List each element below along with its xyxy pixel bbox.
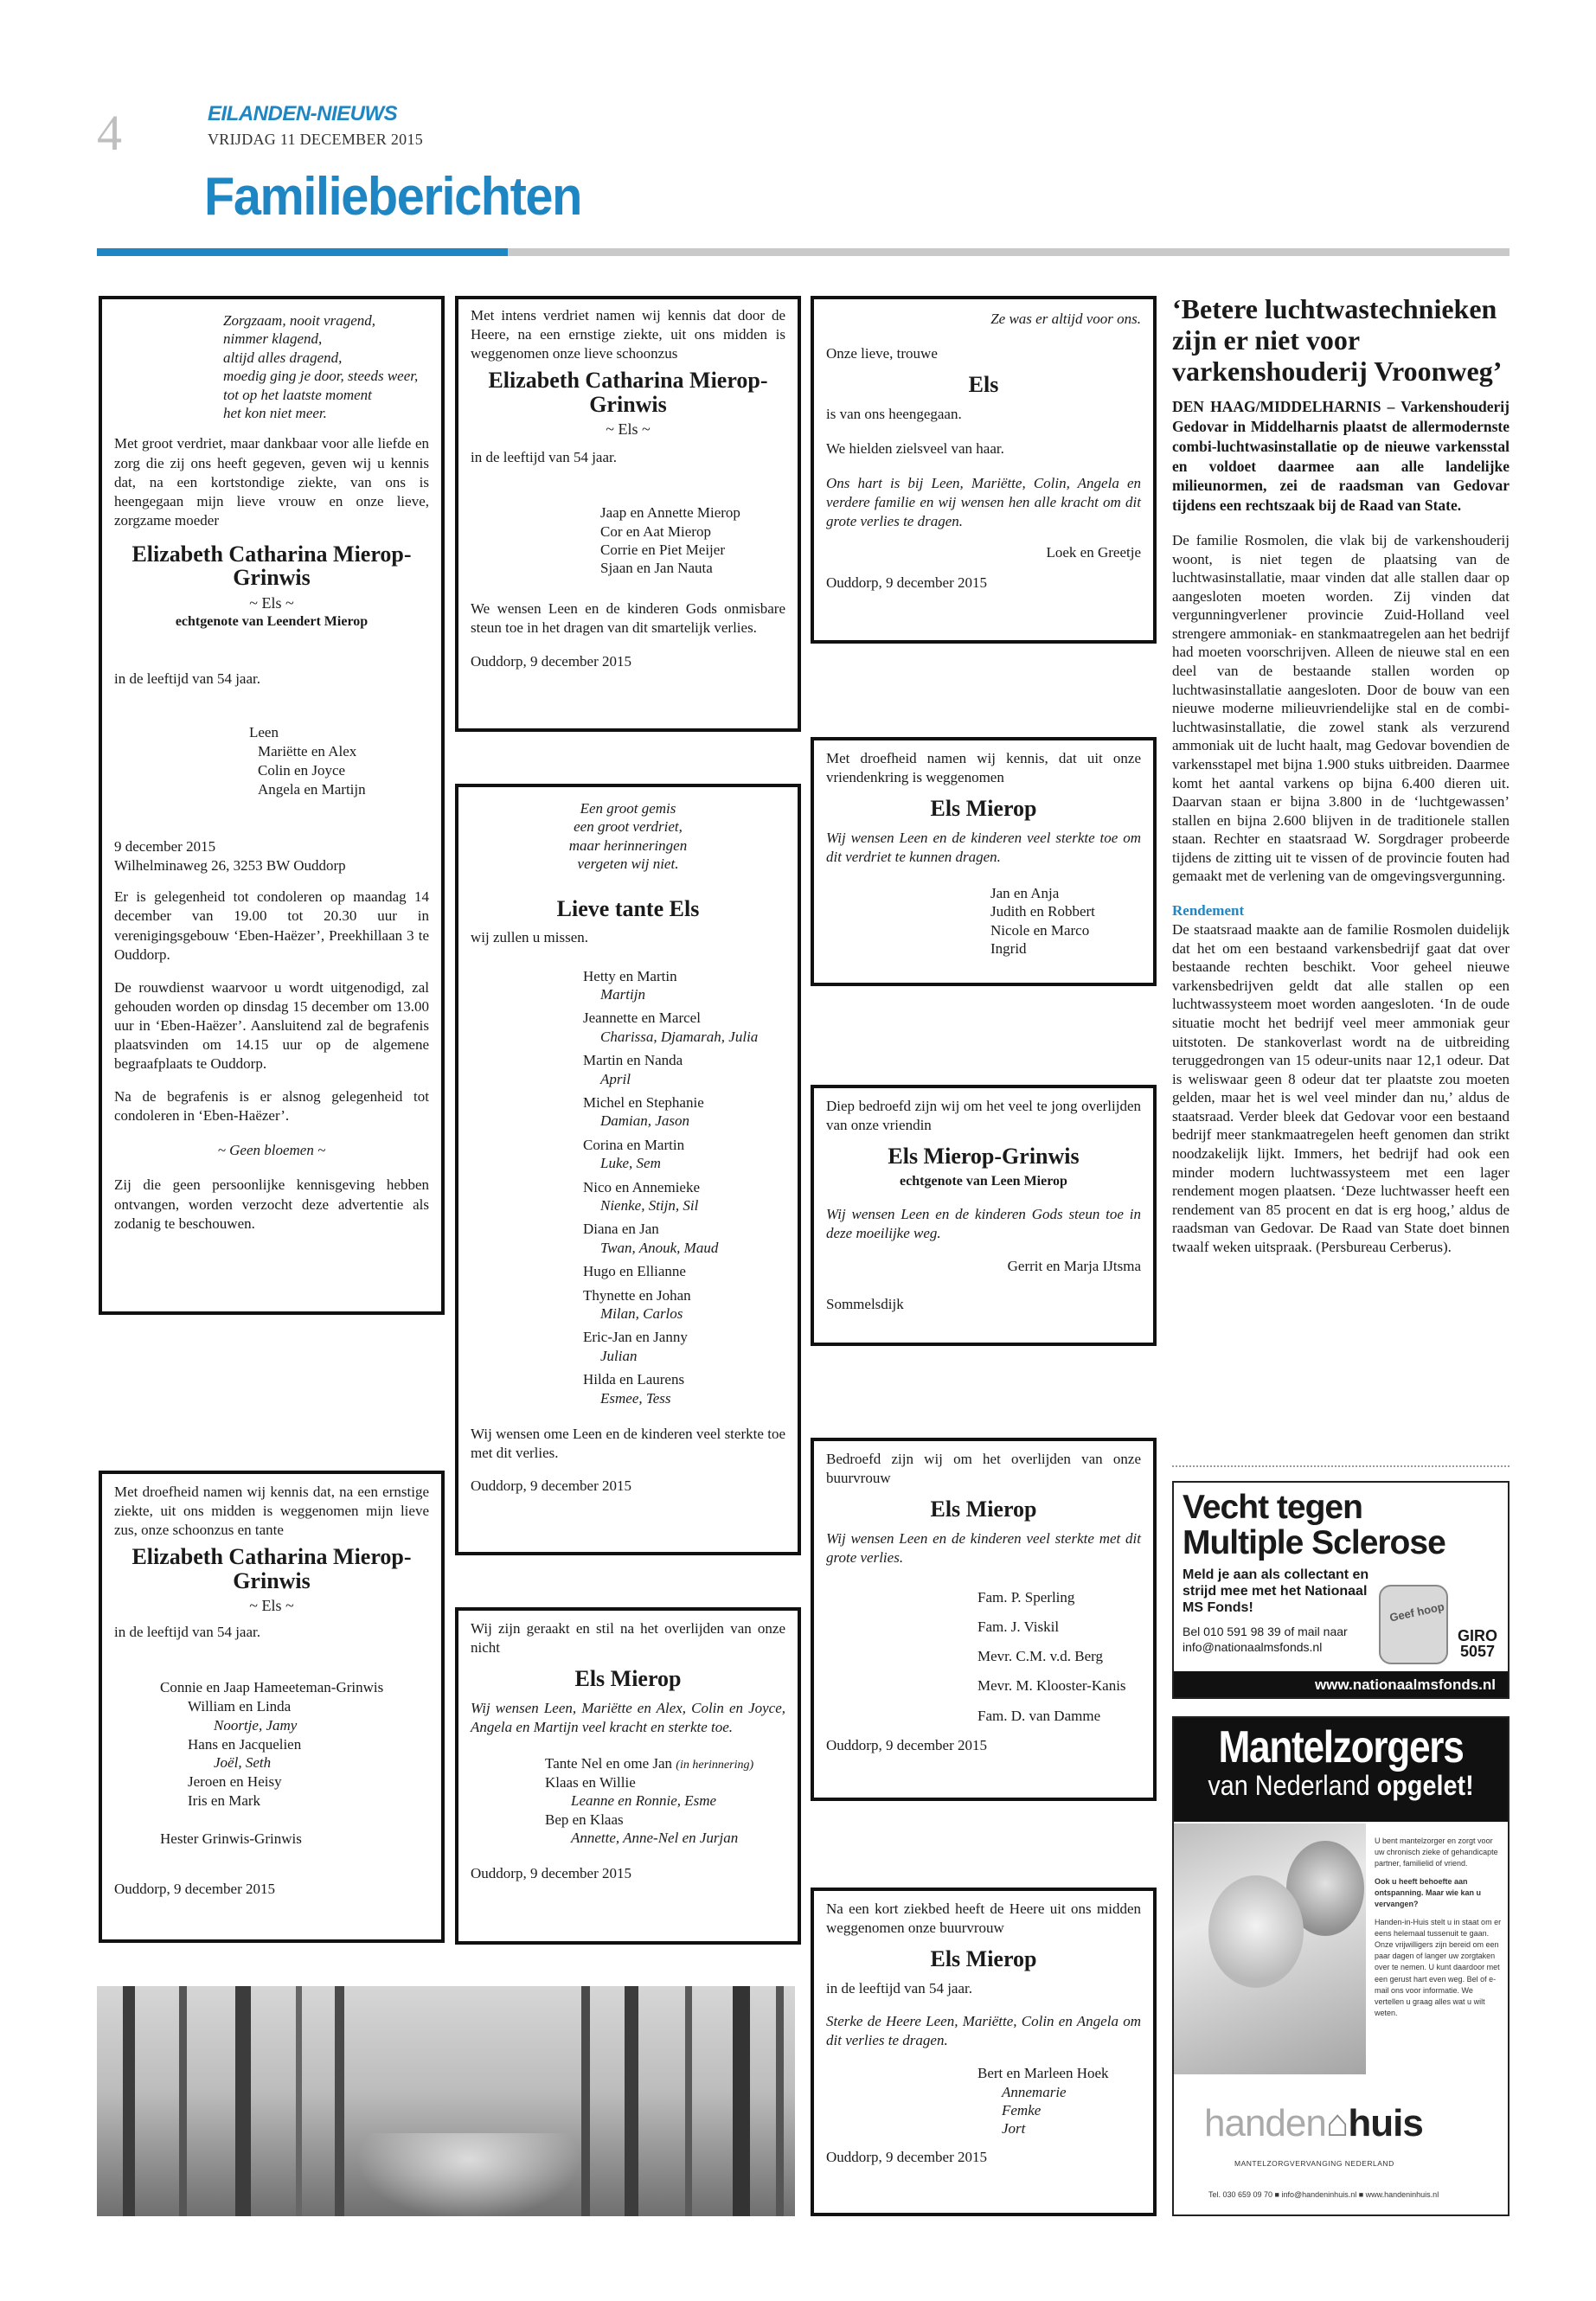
signatories (977, 2064, 1141, 2138)
can-label: Geef hoop (1388, 1599, 1445, 1625)
photo-figure (1208, 1875, 1304, 1988)
photo-tree (685, 1986, 692, 2216)
obituary-nephews (455, 784, 801, 1555)
house-icon: ⌂ (1325, 2102, 1349, 2144)
signatory-kids: Esmee, Tess (600, 1389, 671, 1407)
wish-text: Wij wensen Leen, Mariëtte en Alex, Colin en Joyce, Angela en Martijn veel kracht en sterkte toe. (471, 1699, 785, 1736)
signatory-kids: Milan, Carlos (600, 1305, 683, 1323)
signatory: Connie en Jaap Hameeteman-Grinwis (160, 1679, 384, 1696)
signatory-kids: Twan, Anouk, Maud (600, 1239, 719, 1256)
signatory-kids: Annemarie (1002, 2083, 1067, 2100)
poem (471, 799, 785, 874)
ad-paragraph: Handen-in-Huis stelt u in staat om er eens helemaal tussenuit te gaan. Onze vrijwilligers zijn bereid om een paar dagen of langer uw zorgtaken over te nemen. U kunt daardoor met een gerust hart even weg. Bel of e-mail ons voor informatie. We vertellen u graag alles wat u wilt weten. (1375, 1918, 1502, 2017)
wish-text: Sterke de Heere Leen, Mariëtte, Colin en Angela om dit verlies te dragen. (826, 2013, 1141, 2049)
obituary-family (99, 296, 445, 1315)
ad-url: www.nationaalmsfonds.nl (1174, 1671, 1508, 1697)
signatory: Leen (249, 723, 279, 740)
signatory-kids: Luke, Sem (600, 1155, 661, 1172)
signatory-kids: Femke (1002, 2101, 1042, 2118)
condolence-text: Er is gelegenheid tot condoleren op maandag 14 december van 19.00 tot 20.30 uur in verenigingsgebouw ‘Eben-Haëzer’, Preekhillaan 3 te Ouddorp. (114, 888, 429, 963)
date-line: 9 december 2015 (114, 838, 216, 856)
ad-paragraph: U bent mantelzorger en zorgt voor uw chronisch zieke of gehandicapte partner, familielid of vriend. (1375, 1836, 1498, 1868)
ad-subtitle (1198, 1770, 1483, 1802)
signatory: Hilda en Laurens (583, 1371, 685, 1388)
photo-tree (235, 1986, 251, 2216)
deceased-name: Els Mierop (574, 1666, 682, 1692)
signatory-kids: Leanne en Ronnie, Esme (571, 1792, 717, 1810)
signatory: Loek en Greetje (1046, 544, 1141, 561)
signatory: Hugo en Ellianne (583, 1263, 686, 1280)
held-line: We hielden zielsveel van haar. (826, 440, 1004, 458)
intro-text: Wij zijn geraakt en stil na het overlijden van onze nicht (471, 1620, 785, 1657)
obituary-neighbours (811, 1438, 1157, 1801)
signatory: Bep en Klaas (545, 1811, 624, 1828)
place-date: Ouddorp, 9 december 2015 (826, 574, 988, 591)
nickname: ~ Els ~ (249, 593, 294, 612)
signatory-name: Tante Nel en ome Jan (545, 1755, 673, 1772)
signatory: Hans en Jacquelien (188, 1735, 302, 1753)
age-line: in de leeftijd van 54 jaar. (826, 1979, 972, 1997)
article-subheading: Rendement (1172, 901, 1245, 919)
article-lead: DEN HAAG/MIDDELHARNIS – Varkenshouderij Gedovar in Middelharnis plaatst de allermodernste combi-luchtwasinstallatie op de nieuwe varkensstal en voldoet daarmee aan alle landelijke milieunormen, zei de raadsman van Gedovar tijdens een rechtszaak bij de Raad van State. (1172, 398, 1509, 515)
obituary-neighbours-hoek (811, 1888, 1157, 2216)
ad-title: Mantelzorgers (1218, 1722, 1464, 1772)
deceased-name: Elizabeth Catharina Mierop-Grinwis (131, 1544, 412, 1593)
quote: Ze was er altijd voor ons. (990, 311, 1141, 327)
miss-line: wij zullen u missen. (471, 929, 588, 946)
page-number: 4 (97, 105, 122, 161)
poem-line: Zorgzaam, nooit vragend, (223, 312, 375, 329)
deceased-name: Els Mierop (930, 796, 1037, 822)
obituary-sister (99, 1471, 445, 1943)
obituary-friend-circle (811, 737, 1157, 986)
wish-text: We wensen Leen en de kinderen Gods onmisbare steun toe in het dragen van dit smartelijk verlies. (471, 600, 785, 637)
notice-text: Zij die geen persoonlijke kennisgeving hebben ontvangen, worden verzocht deze advertentie als zodanig te beschouwen. (114, 1176, 429, 1232)
photo-tree (625, 1986, 638, 2216)
poem-line: het kon niet meer. (223, 405, 327, 422)
deceased-name: Lieve tante Els (556, 895, 700, 921)
signatory-kids: Julian (600, 1347, 638, 1364)
signatory-kids: Noortje, Jamy (214, 1716, 298, 1734)
signatory: Colin en Joyce (258, 761, 346, 779)
ad-header (1174, 1718, 1508, 1822)
ad-contact: Tel. 030 659 09 70 ■ info@handeninhuis.nl ■ www.handeninhuis.nl (1208, 2190, 1439, 2199)
signatory: Iris en Mark (188, 1791, 261, 1809)
ad-subtitle-b: opgelet! (1376, 1770, 1474, 1801)
ad-photo (1174, 1823, 1366, 2074)
heart-text: Ons hart is bij Leen, Mariëtte, Colin, Angela en verdere familie en wij wensen hen alle kracht om dit grote verlies te dragen. (826, 475, 1141, 530)
photo-tree (335, 1986, 344, 2216)
signatory: Jeroen en Heisy (188, 1773, 282, 1791)
poem-line: tot op het laatste moment (223, 386, 372, 403)
signatory: Judith en Robbert (990, 903, 1095, 920)
signatory: Hetty en Martin (583, 967, 677, 984)
obituary-friend-ijtsma (811, 1085, 1157, 1346)
signatory: Cor en Aat Mierop (600, 522, 711, 540)
signatory: Thynette en Johan (583, 1286, 691, 1304)
logo-tagline: MANTELZORGVERVANGING NEDERLAND (1234, 2159, 1394, 2168)
intro-text: Met droefheid namen wij kennis, dat uit onze vriendenkring is weggenomen (826, 750, 1141, 786)
nickname: ~ Els ~ (606, 420, 651, 438)
intro-text: Diep bedroefd zijn wij om het veel te jong overlijden van onze vriendin (826, 1098, 1141, 1134)
intro-text: Met groot verdriet, maar dankbaar voor alle liefde en zorg die zij ons heeft gegeven, geven wij u kennis dat, na een kortstondige ziekte, van ons is heengegaan mijn lieve vrouw en onze lieve, zorgzame moeder (114, 435, 429, 529)
deceased-name: Elizabeth Catharina Mierop-Grinwis (488, 368, 768, 417)
deceased-name: Els Mierop (930, 1497, 1037, 1522)
obituary-friends-loek (811, 296, 1157, 644)
signatory-kids: Annette, Anne-Nel en Jurjan (571, 1830, 739, 1847)
place: Sommelsdijk (826, 1296, 904, 1313)
age-line: in de leeftijd van 54 jaar. (114, 670, 260, 687)
newspaper-logo: EILANDEN-NIEUWS (208, 102, 398, 125)
ad-title: Vecht tegen (1183, 1489, 1362, 1526)
poem-line: maar herinneringen (568, 836, 688, 854)
intro-text: Met intens verdriet namen wij kennis dat door de Heere, na een ernstige ziekte, uit ons midden is weggenomen onze lieve schoonzus (471, 307, 785, 362)
signatory: Mariëtte en Alex (258, 742, 357, 760)
poem-line: moedig ging je door, steeds weer, (223, 368, 419, 385)
signatories (990, 884, 1141, 958)
header-rule-accent (97, 248, 508, 256)
signatory: Corina en Martin (583, 1136, 685, 1153)
service-text: De rouwdienst waarvoor u wordt uitgenodigd, zal gehouden worden op dinsdag 15 december om 13.00 uur in ‘Eben-Haëzer’. Aansluitend zal de begrafenis plaatsvinden om 14.15 uur op de algemene begraafplaats te Ouddorp. (114, 978, 429, 1073)
place-date: Ouddorp, 9 december 2015 (471, 652, 632, 670)
signatory: Eric-Jan en Janny (583, 1329, 688, 1346)
signatory-kids: Damian, Jason (600, 1112, 689, 1130)
poem-line: een groot verdriet, (574, 818, 683, 836)
section-title: Familieberichten (204, 167, 581, 227)
photo-tree (296, 1986, 302, 2216)
wish-text: Wij wensen Leen en de kinderen Gods steun toe in deze moeilijke weg. (826, 1205, 1141, 1241)
poem-line: vergeten wij niet. (577, 856, 679, 873)
deceased-name: Elizabeth Catharina Mierop-Grinwis (131, 541, 412, 591)
signatory: Jan en Anja (990, 885, 1060, 902)
after-text: Na de begrafenis is er alsnog gelegenheid tot condoleren in ‘Eben-Haëzer’. (114, 1088, 429, 1125)
signatory: Angela en Martijn (258, 781, 366, 798)
signatories (600, 503, 785, 577)
signatory: Jeannette en Marcel (583, 1009, 701, 1027)
photo-tree (776, 1986, 784, 2216)
signatories (545, 1754, 785, 1847)
signatory-kids: April (600, 1070, 631, 1087)
article-headline: ‘Betere luchtwastechnieken zijn er niet voor varkenshouderij Vroonweg’ (1172, 293, 1503, 387)
giro-number (1458, 1628, 1497, 1659)
place-date: Ouddorp, 9 december 2015 (826, 2149, 988, 2166)
signatories (160, 1678, 429, 1810)
giro-value: 5057 (1459, 1643, 1496, 1660)
signatory: Nico en Annemieke (583, 1178, 701, 1195)
wish-text: Wij wensen ome Leen en de kinderen veel sterkte toe met dit verlies. (471, 1426, 785, 1462)
mantelzorg-ad (1172, 1716, 1509, 2216)
ad-subtitle: Meld je aan als collectant en strijd mee met het Nationaal MS Fonds! (1183, 1567, 1369, 1616)
signatory-kids: Joël, Seth (214, 1754, 272, 1772)
photo-tree (733, 1986, 750, 2216)
signatories (583, 967, 785, 1408)
ad-contact: Bel 010 591 98 39 of mail naar info@nationaalmsfonds.nl (1183, 1625, 1348, 1654)
intro-text: Met droefheid namen wij kennis dat, na een ernstige ziekte, uit ons midden is weggenomen mijn lieve zus, onze schoonzus en tante (114, 1484, 429, 1539)
obituary-inlaws (455, 296, 801, 732)
no-flowers: ~ Geen bloemen ~ (217, 1142, 326, 1159)
spouse-line: echtgenote van Leendert Mierop (175, 613, 369, 629)
signatory: Martin en Nanda (583, 1052, 683, 1069)
signatories (977, 1588, 1141, 1725)
ad-text (1375, 1836, 1504, 2026)
signatory: William en Linda (188, 1698, 292, 1715)
photo-tree (581, 1986, 590, 2216)
poem-line: Een groot gemis (580, 800, 676, 817)
intro-text: Onze lieve, trouwe (826, 345, 938, 362)
logo-part: huis (1348, 2102, 1423, 2144)
wish-text: Wij wensen Leen en de kinderen veel sterkte toe om dit verdriet te kunnen dragen. (826, 829, 1141, 866)
signatory (545, 1754, 785, 1773)
signatory: Bert en Marleen Hoek (977, 2065, 1109, 2082)
news-article (1172, 294, 1509, 1256)
signatory: Mevr. M. Klooster-Kanis (977, 1677, 1126, 1695)
signatory-kids: Charissa, Djamarah, Julia (600, 1028, 759, 1045)
signatories (114, 723, 429, 799)
deceased-name: Els Mierop (930, 1946, 1037, 1972)
signatory: Michel en Stephanie (583, 1093, 704, 1111)
photo-tree (123, 1986, 135, 2216)
forest-photo (97, 1986, 795, 2216)
signatory: Nicole en Marco (990, 921, 1090, 939)
signatory-kids: Jort (1002, 2120, 1026, 2138)
signatory: Corrie en Piet Meijer (600, 541, 725, 558)
signatory: Mevr. C.M. v.d. Berg (977, 1648, 1103, 1665)
signatory-kids: Martijn (600, 985, 645, 1003)
intro-text: Bedroefd zijn wij om het overlijden van onze buurvrouw (826, 1451, 1141, 1487)
memory-note: (in herinnering) (676, 1759, 754, 1772)
signatory: Fam. D. van Damme (977, 1707, 1101, 1724)
photo-tree (179, 1986, 187, 2216)
signatory: Fam. P. Sperling (977, 1589, 1075, 1606)
giro-label: GIRO (1457, 1627, 1497, 1644)
place-date: Ouddorp, 9 december 2015 (826, 1736, 988, 1753)
signatory: Sjaan en Jan Nauta (600, 560, 713, 577)
divider (1172, 1465, 1509, 1467)
poem-line: nimmer klagend, (223, 330, 323, 348)
deceased-name: Els Mierop-Grinwis (888, 1144, 1080, 1170)
place-date: Ouddorp, 9 december 2015 (471, 1477, 632, 1495)
spouse-line: echtgenote van Leen Mierop (900, 1173, 1067, 1189)
place-date: Ouddorp, 9 december 2015 (471, 1865, 632, 1882)
obituary-niece (455, 1607, 801, 1945)
age-line: in de leeftijd van 54 jaar. (114, 1624, 260, 1641)
deceased-name: Els (968, 372, 999, 398)
signatory: Diana en Jan (583, 1221, 659, 1238)
gone-line: is van ons heengegaan. (826, 405, 962, 422)
logo-part: handen (1204, 2102, 1326, 2144)
ad-title: Multiple Sclerose (1183, 1524, 1445, 1562)
wish-text: Wij wensen Leen en de kinderen veel sterkte met dit grote verlies. (826, 1529, 1141, 1567)
nickname: ~ Els ~ (249, 1596, 294, 1614)
intro-text: Na een kort ziekbed heeft de Heere uit ons midden weggenomen onze buurvrouw (826, 1900, 1141, 1937)
poem (223, 311, 429, 422)
article-paragraph: De familie Rosmolen, die vlak bij de varkenshouderij woont, is niet tegen de plaatsing van de luchtwasinstallatie, maar vinden dat alle stallen daar op aangesloten moeten worden. Zij vinden dat vergunningverlener provincie Zuid-Holland veel strengere ammoniak- en stankmaatregelen aan het bedrijf had moeten voorschrijven. Alleen de nieuwe stal en een deel van de bestaande stallen worden op luchtwasinstallatie aangesloten. Door de bouw van een nieuwe moderne milieuvriendelijke stal en de combi-luchtwasinstallatie, die zowel stank als verzurend ammoniak uit de lucht haalt, mag Gedovar bovendien de varkensstapel met bijna 1.900 stuks uitbreiden. Daarmee komt het aantal varkens op bijna 6.400 dieren uit. Daarvan staan er bijna 3.800 in de ‘luchtgewassen’ stallen en bijna 2.600 blijven in de traditionele stallen staan. Rechter en staatsraad W. Sorgdrager probeerde tijdens de zitting uit te vissen of de provincie fouten had gemaakt met de verlening van de omgevingsvergunning. (1172, 531, 1509, 885)
signatory: Hester Grinwis-Grinwis (160, 1830, 302, 1847)
place-date: Ouddorp, 9 december 2015 (114, 1880, 276, 1897)
ad-subtitle-a: van Nederland (1208, 1770, 1370, 1801)
signatory-kids: Nienke, Stijn, Sil (600, 1196, 699, 1214)
collection-can-icon (1379, 1585, 1448, 1664)
signatory: Gerrit en Marja IJtsma (1007, 1257, 1141, 1274)
signatory: Klaas en Willie (545, 1773, 636, 1791)
ms-fund-ad (1172, 1481, 1509, 1699)
photo-path (356, 2133, 581, 2216)
address-line: Wilhelminaweg 26, 3253 BW Ouddorp (114, 857, 346, 875)
poem-line: altijd alles dragend, (223, 349, 343, 366)
article-paragraph: De staatsraad maakte aan de familie Rosmolen duidelijk dat het om een bestaand varkensbedrijf gaat dat over bestaande rechten beschikt. Voor geheel nieuwe varkensbedrijven geldt dat alle stallen op een luchtwassysteem moet worden aangesloten. ‘In de oude situatie mocht het bedrijf veel meer ammoniak geur uitstoten. De stankoverlast wordt na de uitbreiding teruggedrongen van 15 odeur-units naar 12,1 odeur. Dat is weliswaar geen 8 odeur dat ter plaatste zou moeten gelden, maar het is wel veel minder dan nu,’ aldus de staatsraad. Verder bleek dat Gedovar voor een bestaand bedrijf meer stankmaatregelen heeft genomen dan strikt noodzakelijk lijkt. Immers, het bedrijf had ook een minder modern luchtwassysteem met een lager rendement mogen plaatsen. ‘Deze luchtwasser heeft een rendement van 85 procent en dat is erg hoog,’ aldus de raadsman van Gedovar. De Raad van State doet binnen twaalf weken uitspraak. (Persbureau Cerberus). (1172, 921, 1509, 1255)
issue-date: VRIJDAG 11 DECEMBER 2015 (208, 131, 424, 148)
signatory: Jaap en Annette Mierop (600, 504, 740, 522)
signatory: Ingrid (990, 939, 1027, 957)
handen-in-huis-logo (1204, 2099, 1423, 2148)
ad-paragraph: Ook u heeft behoefte aan ontspanning. Maar wie kan u vervangen? (1375, 1877, 1482, 1909)
age-line: in de leeftijd van 54 jaar. (471, 449, 617, 466)
signatory: Fam. J. Viskil (977, 1618, 1060, 1636)
